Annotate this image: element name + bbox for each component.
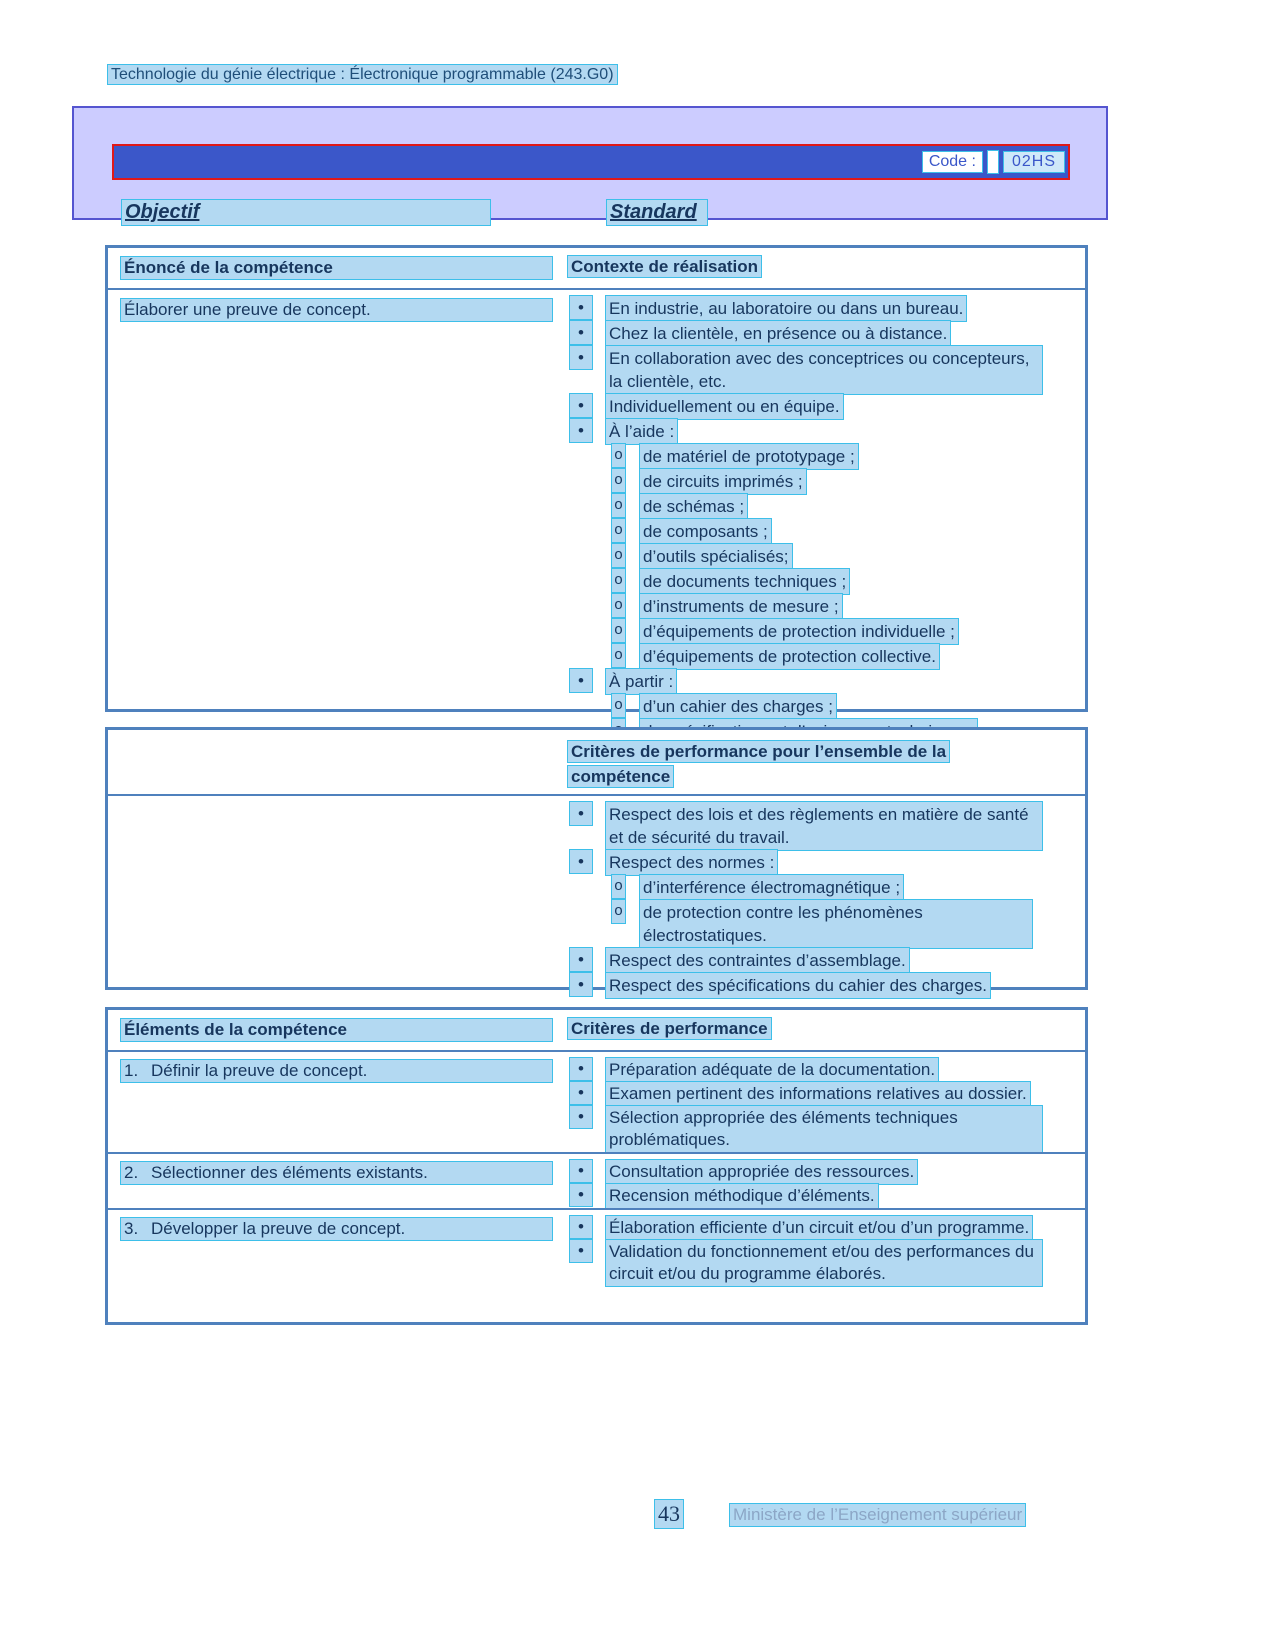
bullet-text: Consultation appropriée des ressources. — [606, 1160, 917, 1184]
bullet-text: Respect des lois et des règlements en matière de santé et de sécurité du travail. — [606, 802, 1042, 850]
bullet-text: Recension méthodique d’éléments. — [606, 1184, 878, 1208]
objectif-heading: Objectif — [122, 200, 490, 225]
bullet-item — [568, 419, 1077, 444]
code-separator — [988, 151, 998, 173]
bullet-text: Individuellement ou en équipe. — [606, 394, 843, 419]
bullet-text: d’équipements de protection collective. — [640, 644, 939, 669]
competence-statement: Élaborer une preuve de concept. — [121, 299, 552, 321]
bullet-text: À partir : — [606, 669, 676, 694]
bullet-text: À l’aide : — [606, 419, 677, 444]
ensemble-body-empty-cell — [108, 796, 566, 998]
elements-rows — [108, 1052, 1085, 1320]
element-number: 3. — [124, 1219, 139, 1238]
bullet-item — [568, 394, 1077, 419]
sub-bullet-item — [568, 875, 1077, 900]
sub-bullet-item — [568, 544, 1077, 569]
sub-bullet-item — [568, 469, 1077, 494]
elements-table-header — [108, 1010, 1085, 1052]
bullet-text: d’instruments de mesure ; — [640, 594, 842, 619]
element-statement — [121, 1162, 552, 1184]
ensemble-criteria-table — [105, 727, 1088, 995]
bullet-text: Sélection appropriée des éléments techniques problématiques. — [606, 1106, 1042, 1152]
circle-bullet-icon: o — [612, 494, 625, 517]
context-list — [566, 290, 1085, 744]
element-row — [108, 1052, 1085, 1154]
circle-bullet-icon: o — [612, 469, 625, 492]
ministry-footer: Ministère de l’Enseignement supérieur — [730, 1504, 1025, 1526]
disc-bullet-icon: • — [570, 973, 592, 996]
bullet-item — [568, 1160, 1077, 1184]
disc-bullet-icon: • — [570, 1082, 592, 1104]
bullet-item — [568, 973, 1077, 998]
disc-bullet-icon: • — [570, 419, 592, 442]
element-number: 2. — [124, 1163, 139, 1182]
code-banner — [112, 144, 1070, 180]
bullet-text: de composants ; — [640, 519, 771, 544]
sub-bullet-item — [568, 594, 1077, 619]
sub-bullet-item — [568, 519, 1077, 544]
bullet-item — [568, 1184, 1077, 1208]
bullet-item — [568, 1082, 1077, 1106]
ensemble-header-cell — [566, 730, 1085, 790]
element-row — [108, 1210, 1085, 1320]
circle-bullet-icon: o — [612, 519, 625, 542]
disc-bullet-icon: • — [570, 1160, 592, 1182]
bullet-text: Chez la clientèle, en présence ou à distance. — [606, 321, 950, 346]
circle-bullet-icon: o — [612, 544, 625, 567]
disc-bullet-icon: • — [570, 346, 592, 369]
elements-header-left-cell — [108, 1010, 566, 1050]
circle-bullet-icon: o — [612, 900, 625, 923]
bullet-item — [568, 1106, 1077, 1152]
sub-bullet-item — [568, 444, 1077, 469]
code-label: Code : — [923, 152, 982, 172]
disc-bullet-icon: • — [570, 948, 592, 971]
objective-standard-panel — [72, 106, 1108, 223]
disc-bullet-icon: • — [570, 850, 592, 873]
bullet-text: de protection contre les phénomènes électrostatiques. — [640, 900, 1032, 948]
sub-bullet-item — [568, 644, 1077, 669]
document-header-text: Technologie du génie électrique : Électronique programmable (243.G0) — [108, 65, 617, 84]
circle-bullet-icon: o — [612, 444, 625, 467]
sub-bullet-item — [568, 619, 1077, 644]
bullet-item — [568, 1058, 1077, 1082]
disc-bullet-icon: • — [570, 1216, 592, 1238]
bullet-item — [568, 669, 1077, 694]
circle-bullet-icon: o — [612, 644, 625, 667]
ensemble-criteria-header-row — [108, 730, 1085, 796]
page-number: 43 — [655, 1500, 683, 1528]
competence-table-header — [108, 248, 1085, 290]
bullet-item — [568, 948, 1077, 973]
bullet-text: d’outils spécialisés; — [640, 544, 792, 569]
disc-bullet-icon: • — [570, 296, 592, 319]
element-text: Sélectionner des éléments existants. — [151, 1163, 428, 1182]
ensemble-criteria-list — [566, 796, 1085, 998]
sub-bullet-item — [568, 494, 1077, 519]
competence-statement-cell — [108, 290, 566, 744]
circle-bullet-icon: o — [612, 694, 625, 717]
element-number: 1. — [124, 1061, 139, 1080]
circle-bullet-icon: o — [612, 875, 625, 898]
competence-header-left-cell — [108, 248, 566, 288]
bullet-text: Élaboration efficiente d’un circuit et/ou d’un programme. — [606, 1216, 1032, 1240]
element-text: Définir la preuve de concept. — [151, 1061, 368, 1080]
bullet-text: de documents techniques ; — [640, 569, 849, 594]
bullet-item — [568, 850, 1077, 875]
bullet-text: d’un cahier des charges ; — [640, 694, 836, 719]
element-statement-cell — [108, 1052, 566, 1152]
bullet-text: En collaboration avec des conceptrices ou concepteurs, la clientèle, etc. — [606, 346, 1042, 394]
competence-header-right: Contexte de réalisation — [568, 256, 761, 277]
criteria-list — [566, 1052, 1085, 1152]
ensemble-criteria-body — [108, 796, 1085, 998]
disc-bullet-icon: • — [570, 802, 592, 825]
disc-bullet-icon: • — [570, 1184, 592, 1206]
bullet-text: Préparation adéquate de la documentation. — [606, 1058, 938, 1082]
elements-table — [105, 1007, 1088, 1325]
element-statement — [121, 1218, 552, 1240]
competence-header-right-cell — [566, 248, 1085, 288]
ensemble-criteria-header: Critères de performance pour l’ensemble de la compétence — [568, 741, 949, 787]
bullet-text: Respect des spécifications du cahier des charges. — [606, 973, 990, 998]
bullet-text: Respect des normes : — [606, 850, 777, 875]
element-statement — [121, 1060, 552, 1082]
disc-bullet-icon: • — [570, 1106, 592, 1128]
disc-bullet-icon: • — [570, 394, 592, 417]
standard-heading: Standard — [607, 200, 707, 225]
competence-header-left: Énoncé de la compétence — [121, 257, 552, 279]
bullet-text: de matériel de prototypage ; — [640, 444, 858, 469]
disc-bullet-icon: • — [570, 321, 592, 344]
competence-table-body — [108, 290, 1085, 744]
elements-header-right-cell — [566, 1010, 1085, 1050]
element-statement-cell — [108, 1154, 566, 1208]
element-row — [108, 1154, 1085, 1210]
elements-header-right: Critères de performance — [568, 1018, 771, 1039]
circle-bullet-icon: o — [612, 619, 625, 642]
bullet-item — [568, 1216, 1077, 1240]
circle-bullet-icon: o — [612, 594, 625, 617]
code-value: 02HS — [1004, 152, 1064, 172]
disc-bullet-icon: • — [570, 1240, 592, 1262]
bullet-item — [568, 1240, 1077, 1286]
element-statement-cell — [108, 1210, 566, 1320]
competence-table — [105, 245, 1088, 716]
elements-header-left: Éléments de la compétence — [121, 1019, 552, 1041]
criteria-list — [566, 1154, 1085, 1208]
bullet-text: En industrie, au laboratoire ou dans un bureau. — [606, 296, 966, 321]
sub-bullet-item — [568, 694, 1077, 719]
disc-bullet-icon: • — [570, 1058, 592, 1080]
bullet-text: de schémas ; — [640, 494, 747, 519]
bullet-item — [568, 296, 1077, 321]
bullet-text: d’interférence électromagnétique ; — [640, 875, 903, 900]
bullet-item — [568, 346, 1077, 394]
bullet-text: de circuits imprimés ; — [640, 469, 806, 494]
disc-bullet-icon: • — [570, 669, 592, 692]
bullet-text: Respect des contraintes d’assemblage. — [606, 948, 909, 973]
bullet-text: Examen pertinent des informations relatives au dossier. — [606, 1082, 1030, 1106]
bullet-item — [568, 321, 1077, 346]
bullet-item — [568, 802, 1077, 850]
circle-bullet-icon: o — [612, 569, 625, 592]
element-text: Développer la preuve de concept. — [151, 1219, 406, 1238]
ensemble-header-empty-cell — [108, 730, 566, 790]
sub-bullet-item — [568, 569, 1077, 594]
document-header — [108, 66, 617, 84]
bullet-text: d’équipements de protection individuelle ; — [640, 619, 958, 644]
criteria-list — [566, 1210, 1085, 1320]
bullet-text: Validation du fonctionnement et/ou des performances du circuit et/ou du programme élaborés. — [606, 1240, 1042, 1286]
sub-bullet-item — [568, 900, 1077, 948]
